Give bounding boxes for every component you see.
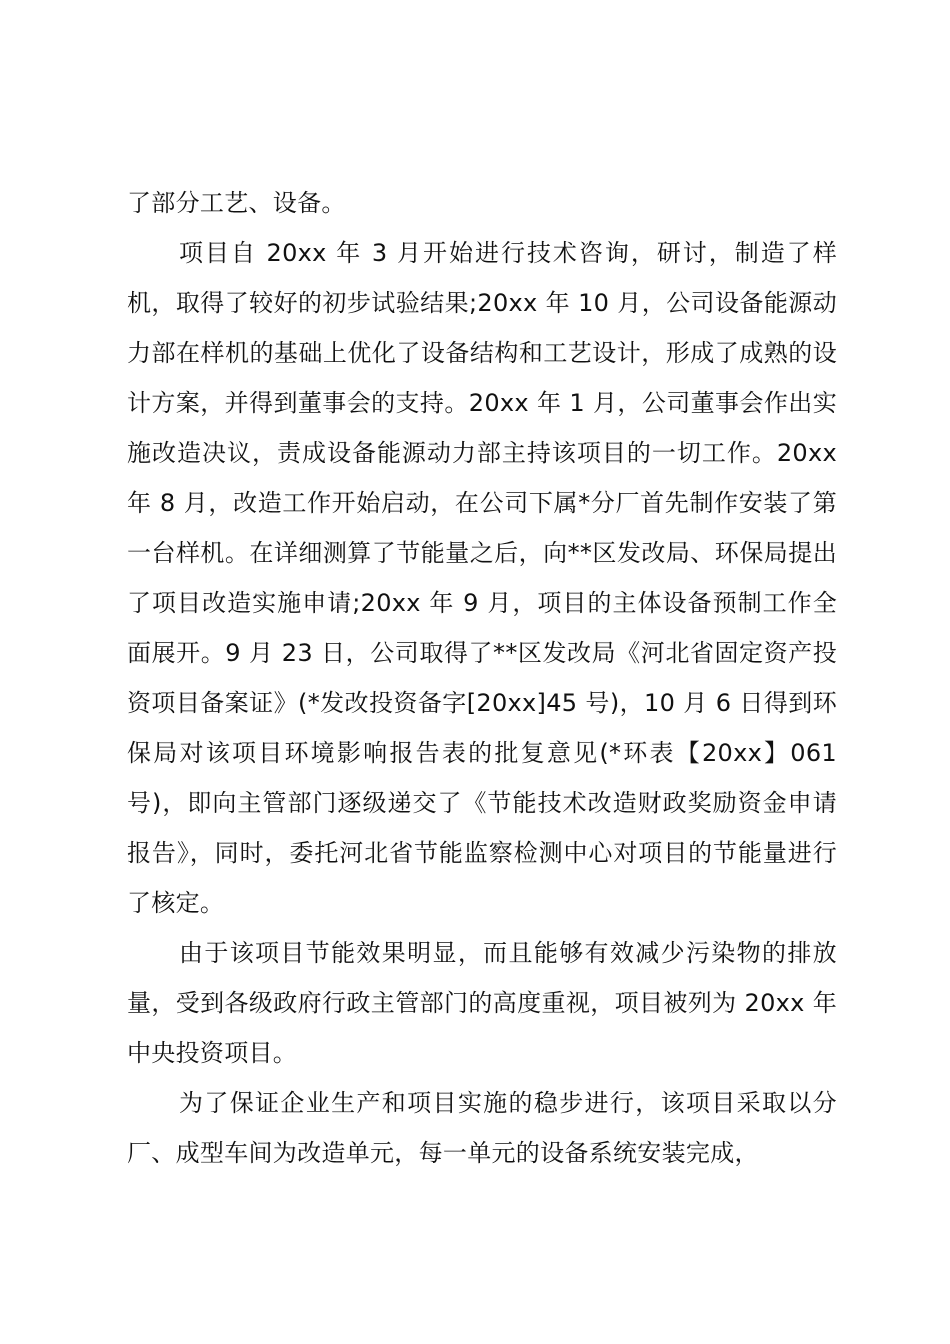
- body-text: [127, 178, 837, 1178]
- paragraph-implementation-units: 为了保证企业生产和项目实施的稳步进行，该项目采取以分厂、成型车间为改造单元，每一单元的设备系统安装完成，: [127, 1089, 837, 1167]
- paragraph-project-timeline: 项目自 20xx 年 3 月开始进行技术咨询，研讨，制造了样机，取得了较好的初步试验结果;20xx 年 10 月，公司设备能源动力部在样机的基础上优化了设备结构和工艺设计，形成了成熟的设计方案，并得到董事会的支持。20xx 年 1 月，公司董事会作出实施改造决议，责成设备能源动力部主持该项目的一切工作。20xx 年 8 月，改造工作开始启动，在公司下属*分厂首先制作安装了第一台样机。在详细测算了节能量之后，向**区发改局、环保局提出了项目改造实施申请;20xx 年 9 月，项目的主体设备预制工作全面展开。9 月 23 日，公司取得了**区发改局《河北省固定资产投资项目备案证》(*发改投资备字[20xx]45 号)，10 月 6 日得到环保局对该项目环境影响报告表的批复意见(*环表【20xx】061 号)，即向主管部门逐级递交了《节能技术改造财政奖励资金申请报告》，同时，委托河北省节能监察检测中心对项目的节能量进行了核定。: [127, 239, 837, 917]
- paragraph-continuation: 了部分工艺、设备。: [127, 189, 346, 217]
- paragraph-central-investment: 由于该项目节能效果明显，而且能够有效减少污染物的排放量，受到各级政府行政主管部门的高度重视，项目被列为 20xx 年中央投资项目。: [127, 939, 837, 1067]
